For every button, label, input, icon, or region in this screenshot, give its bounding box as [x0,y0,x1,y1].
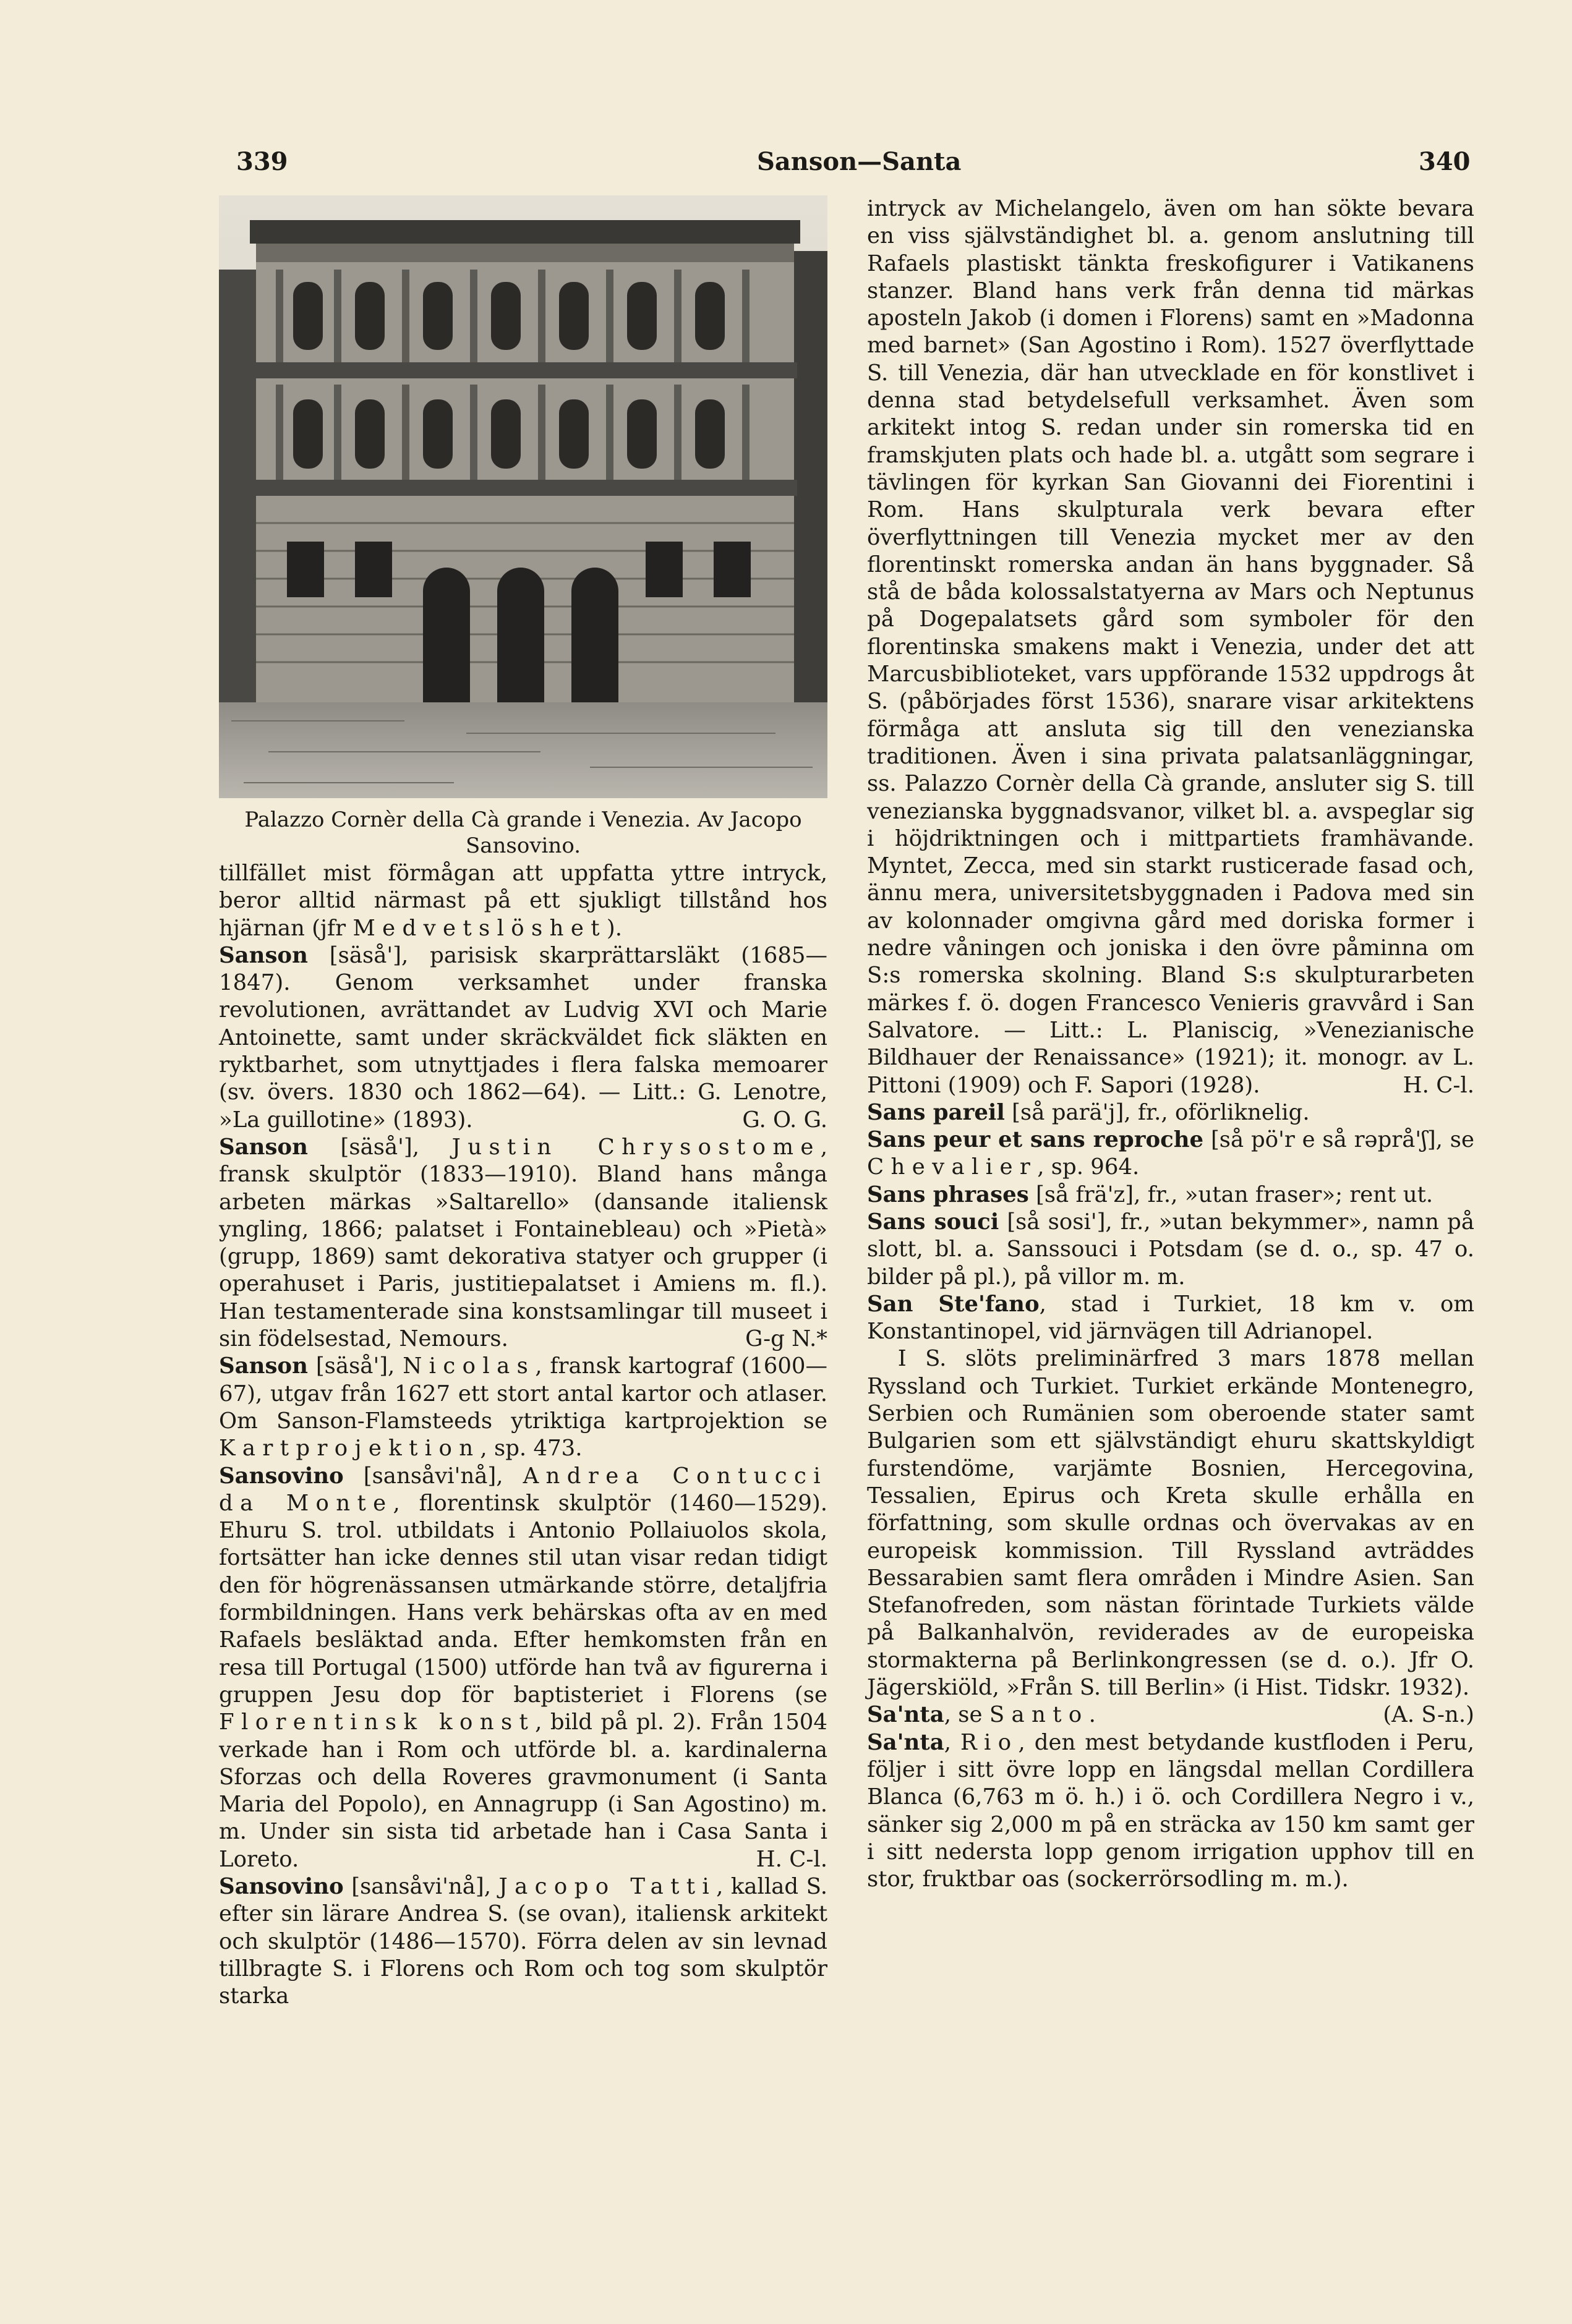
palazzo-facade-illustration [219,195,827,798]
person-name: Andrea Contucci da Monte [219,1463,827,1516]
entry-sansovino-andrea: Sansovino [sansåvi'nå], Andrea Contucci da Monte, florentinsk skulptör (1460—1529). Ehuru S. trol. utbildats i Antonio Pollaiuolos skola, fortsätter han icke dennes stil utan visar redan tidigt den för högrenässansen utmärkande större, detaljfria formbildningen. Hans verk behärskas ofta av en med Rafaels besläktad anda. Efter hemkomsten från en resa till Portugal (1500) utförde han två av figurerna i gruppen Jesu dop för baptisteriet i Florens (se Florentinsk konst, bild på pl. 2). Från 1504 verkade han i Rom och utförde bl. a. kardinalerna Sforzas och della Roveres gravmonument (i Santa Maria del Popolo), en Annagrupp (i San Agostino) m. m. Under sin sista tid arbetade han i Casa Santa i Loreto. H. C-l. [219,1463,827,1873]
right-column [867,195,1474,1893]
page-number-right: 340 [1419,147,1471,176]
author-signature: H. C-l. [1403,1072,1474,1098]
headword: Sa'nta [867,1729,944,1755]
headword: Sanson [219,942,308,968]
place-name: Rio [960,1729,1019,1755]
cross-reference: Kartprojektion [219,1436,481,1462]
entry-santa-rio: Sa'nta, Rio, den mest betydande kustfloden i Peru, följer i sitt övre lopp en längsdal mellan Cordillera Blanca (6,763 m ö. h.) i ö. och Cordillera Negro i v., sänker sig 2,000 m på en sträcka av 150 km samt ger i sitt nedersta lopp genom irrigation upphov till en stor, fruktbar oas (sockerrörsodling m. m.). [867,1729,1474,1892]
entry-sans-phrases: Sans phrases [så frä'z], fr., »utan fraser»; rent ut. [867,1181,1433,1207]
headword: Sans phrases [867,1181,1029,1207]
entry-sanson-justin: Sanson [säså'], Justin Chrysostome, fransk skulptör (1833—1910). Bland hans många arbeten märkas »Saltarello» (dansande italiensk yngling, 1866; palatset i Fontainebleau) och »Pietà» (grupp, 1869) samt dekorativa statyer och grupper (i operahuset i Paris, justitiepalatset i Amiens m. fl.). Han testamenterade sina konstsamlingar till museet i sin födelsestad, Nemours. G-g N.* [219,1134,827,1353]
author-signature: G-g N.* [745,1326,827,1352]
headword: San Ste'fano [867,1291,1040,1317]
page-number-left: 339 [236,147,288,176]
entry-sans-pareil: Sans pareil [så parä'j], fr., oförliknelig. [867,1099,1310,1125]
cross-reference: Santo [989,1702,1089,1728]
headword: Sans pareil [867,1099,1005,1125]
author-signature: H. C-l. [756,1846,827,1872]
entry-sans-souci: Sans souci [så sosi'], fr., »utan bekymmer», namn på slott, bl. a. Sanssouci i Potsdam (se d. o., sp. 47 o. bilder på pl.), på villor m. m. [867,1209,1474,1290]
entry-san-stefano-history: I S. slöts preliminärfred 3 mars 1878 mellan Ryssland och Turkiet. Turkiet erkände Montenegro, Serbien och Rumänien som oberoende stater samt Bulgarien som ett självständigt ehuru skattskyldigt furstendöme, varjämte Bosnien, Hercegovina, Tessalien, Epirus och Kreta skulle erhålla en författning, som skulle ordnas och övervakas av en europeisk kommission. Till Ryssland avträddes Bessarabien samt flera områden i Mindre Asien. San Stefanofreden, som nästan förintade Turkiets välde på Balkanhalvön, reviderades av de europeiska stormakterna på Berlinkongressen (se d. o.). Jfr O. Jägerskiöld, »Från S. till Berlin» (i Hist. Tidskr. 1932). (A. S-n.) [867,1345,1474,1701]
entry-sansovino-jacopo: Sansovino [sansåvi'nå], Jacopo Tatti, kallad S. efter sin lärare Andrea S. (se ovan), italiensk arkitekt och skulptör (1486—1570). Förra delen av sin levnad tillbragte S. i Florens och Rom och tog som skulptör starka [219,1873,827,2009]
entry-sanson-nicolas: Sanson [säså'], Nicolas, fransk kartograf (1600—67), utgav från 1627 ett stort antal kartor och atlaser. Om Sanson-Flamsteeds ytriktiga kartprojektion se Kartprojektion, sp. 473. [219,1353,828,1462]
headword: Sanson [219,1134,308,1160]
person-name: Jacopo Tatti [498,1873,717,1899]
author-signature: G. O. G. [742,1107,827,1133]
left-column [219,195,827,2010]
headword: Sa'nta [867,1702,944,1728]
person-name: Justin Chrysostome [451,1134,821,1160]
headword: Sansovino [219,1463,344,1489]
running-head: Sanson—Santa [757,147,962,176]
author-signature: (A. S-n.) [1383,1702,1474,1728]
headword: Sanson [219,1353,308,1379]
headword: Sans souci [867,1209,999,1235]
continuation-paragraph: tillfället mist förmågan att uppfatta yttre intryck, beror alltid närmast på ett sjukligt tillstånd hos hjärnan (jfr Medvetslöshet). [219,861,827,941]
entry-sanson-family: Sanson [säså'], parisisk skarprättarsläkt (1685—1847). Genom verksamhet under franska revolutionen, avrättandet av Ludvig XVI och Marie Antoinette, samt under skräckväldet fick släkten en ryktbarhet, som utnyttjades i flera falska memoarer (sv. övers. 1830 och 1862—64). — Litt.: G. Lenotre, »La guillotine» (1893). G. O. G. [219,942,827,1134]
figure-caption: Palazzo Cornèr della Cà grande i Venezia. Av Jacopo Sansovino. [244,807,802,858]
entry-san-stefano: San Ste'fano, stad i Turkiet, 18 km v. om Konstantinopel, vid järnvägen till Adrianopel. [867,1291,1474,1345]
cross-reference: Medvetslöshet [352,915,607,941]
person-name: Nicolas [403,1353,536,1379]
cross-reference: Florentinsk konst [219,1709,536,1735]
continuation-paragraph-jacopo: intryck av Michelangelo, även om han sökte bevara en viss självständighet bl. a. genom anslutning till Rafaels plastiskt tänkta freskofigurer i Vatikanens stanzer. Bland hans verk från denna tid märkas aposteln Jakob (i domen i Florens) samt en »Madonna med barnet» (San Agostino i Rom). 1527 överflyttade S. till Venezia, där han utvecklade en för konstlivet i denna stad betydelsefull verksamhet. Även som arkitekt intog S. redan under sin romerska tid en framskjuten plats och hade bl. a. utgått som segrare i tävlingen för kyrkan San Giovanni dei Fiorentini i Rom. Hans skulpturala verk bevara efter överflyttningen till Venezia mycket mer av den florentinskt romerska andan än hans byggnader. Så stå de båda kolossalstatyerna av Mars och Neptunus på Dogepalatsets gård som symboler för den florentinska smakens makt i Venezia, under det att Marcusbiblioteket, vars uppförande 1532 uppdrogs åt S. (påbörjades först 1536), snarare visar arkitektens förmåga att ansluta sig till den venezianska traditionen. Även i sina privata palatsanläggningar, ss. Palazzo Cornèr della Cà grande, ansluter sig S. till venezianska byggnadsvanor, vilket bl. a. avspeglar sig i höjdriktningen och i mittpartiets framhävande. Myntet, Zecca, med sin starkt rusticerade fasad och, ännu mera, universitetsbyggnaden i Padova med sin av kolonnader omgivna gård med doriska former i nedre våningen och joniska i den övre påminna om S:s romerska skolning. Bland S:s skulpturarbeten märkes f. ö. dogen Francesco Venieris gravvård i San Salvatore. — Litt.: L. Planiscig, »Venezianische Bildhauer der Renaissance» (1921); it. monogr. av L. Pittoni (1909) och F. Sapori (1928). H. C-l. [867,195,1474,1099]
entry-sans-peur: Sans peur et sans reproche [så pö'r e så rəprå'ʃ], se Chevalier, sp. 964. [867,1127,1474,1180]
headword: Sansovino [219,1873,344,1899]
cross-reference: Chevalier [867,1154,1038,1180]
headword: Sans peur et sans reproche [867,1127,1204,1153]
entry-santa-ref: Sa'nta, se Santo. [867,1702,1096,1728]
palazzo-photograph [219,195,827,798]
